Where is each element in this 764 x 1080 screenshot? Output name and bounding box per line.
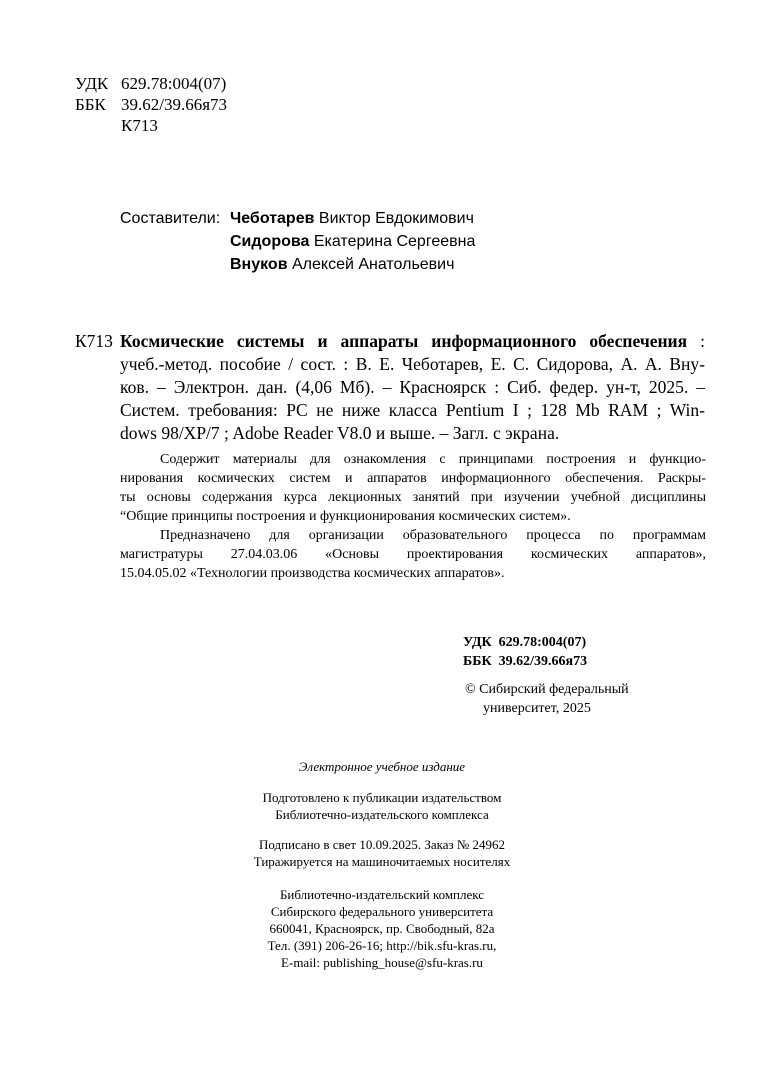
biblio-line: учеб.-метод. пособие / сост. : В. Е. Чеботарев, Е. С. Сидорова, А. А. Вну- [120, 354, 705, 374]
biblio-author-mark: К713 [75, 331, 113, 351]
imprint-line: Подготовлено к публикации издательством [262, 790, 502, 805]
copyright-block [465, 680, 629, 718]
udk-value: 629.78:004(07) [121, 74, 227, 93]
compiler-surname: Сидорова [230, 233, 310, 250]
copyright-line: © Сибирский федеральный [465, 682, 629, 697]
annotation-line: ты основы содержания курса лекционных занятий при изучении учебной дисциплины [120, 490, 706, 505]
bbk-code: ББК 39.62/39.66я73 [463, 654, 588, 669]
compiler-name [230, 207, 474, 230]
bbk-row [75, 94, 227, 115]
imprint-line: 660041, Красноярск, пр. Свободный, 82а [269, 921, 495, 936]
annotation-line: “Общие принципы построения и функционирования космических систем». [120, 509, 571, 524]
prepared-block [0, 789, 764, 823]
edition-type: Электронное учебное издание [298, 759, 466, 774]
compilers-label: Составители: [120, 210, 221, 227]
imprint-line: E-mail: publishing_house@sfu-kras.ru [281, 955, 483, 970]
imprint-line: Библиотечно-издательский комплекс [279, 887, 485, 902]
classification-codes-top [75, 73, 227, 136]
annotation-line: 15.04.05.02 «Технологии производства космических аппаратов». [120, 566, 505, 581]
compiler-given-name: Алексей Анатольевич [291, 256, 455, 273]
annotation [120, 450, 706, 583]
imprint-line: Тиражируется на машиночитаемых носителях [253, 854, 511, 869]
compiler-name [230, 230, 475, 253]
imprint-line: Библиотечно-издательского комплекса [275, 807, 489, 822]
compiler-row [120, 230, 475, 253]
biblio-line: dows 98/XP/7 ; Adobe Reader V8.0 и выше. – Загл. с экрана. [120, 423, 560, 443]
author-mark: К713 [121, 116, 158, 135]
annotation-line: Предназначено для организации образовательного процесса по программам [160, 528, 706, 543]
classification-codes-right [463, 633, 587, 671]
compiler-surname: Чеботарев [230, 210, 315, 227]
compiler-given-name: Виктор Евдокимович [318, 210, 474, 227]
imprint-line: Сибирского федерального университета [270, 904, 494, 919]
biblio-title-line: Космические системы и аппараты информационного обеспечения : [120, 331, 705, 351]
bibliographic-record [75, 330, 705, 445]
compiler-row [120, 253, 475, 276]
compiler-given-name: Екатерина Сергеевна [313, 233, 476, 250]
bbk-value: 39.62/39.66я73 [121, 95, 228, 114]
imprint-line: Подписано в свет 10.09.2025. Заказ № 24962 [258, 837, 506, 852]
publisher-block [0, 886, 764, 971]
compiler-row [120, 207, 475, 230]
udk-row [75, 73, 227, 94]
annotation-line: магистратуры 27.04.03.06 «Основы проектирования космических аппаратов», [120, 547, 706, 562]
compiler-surname: Внуков [230, 256, 288, 273]
bbk-label: ББК [75, 95, 106, 114]
udk-label: УДК [75, 74, 109, 93]
compiler-name [230, 253, 454, 276]
biblio-line: Систем. требования: PC не ниже класса Pentium I ; 128 Mb RAM ; Win- [120, 400, 705, 420]
compilers-block [120, 207, 475, 276]
signed-block [0, 836, 764, 870]
biblio-title: Космические системы и аппараты информационного обеспечения [120, 331, 688, 351]
copyright-line: университет, 2025 [483, 701, 591, 716]
biblio-body [120, 330, 705, 445]
imprint-line: Тел. (391) 206-26-16; http://bik.sfu-kras.ru, [267, 938, 497, 953]
annotation-line: Содержит материалы для ознакомления с принципами построения и функцио- [160, 452, 706, 467]
biblio-line: ков. – Электрон. дан. (4,06 Мб). – Красноярск : Сиб. федер. ун-т, 2025. – [120, 377, 705, 397]
udk-code: УДК 629.78:004(07) [463, 635, 587, 650]
annotation-line: нирования космических систем и аппаратов информационного обеспечения. Раскры- [120, 471, 706, 486]
